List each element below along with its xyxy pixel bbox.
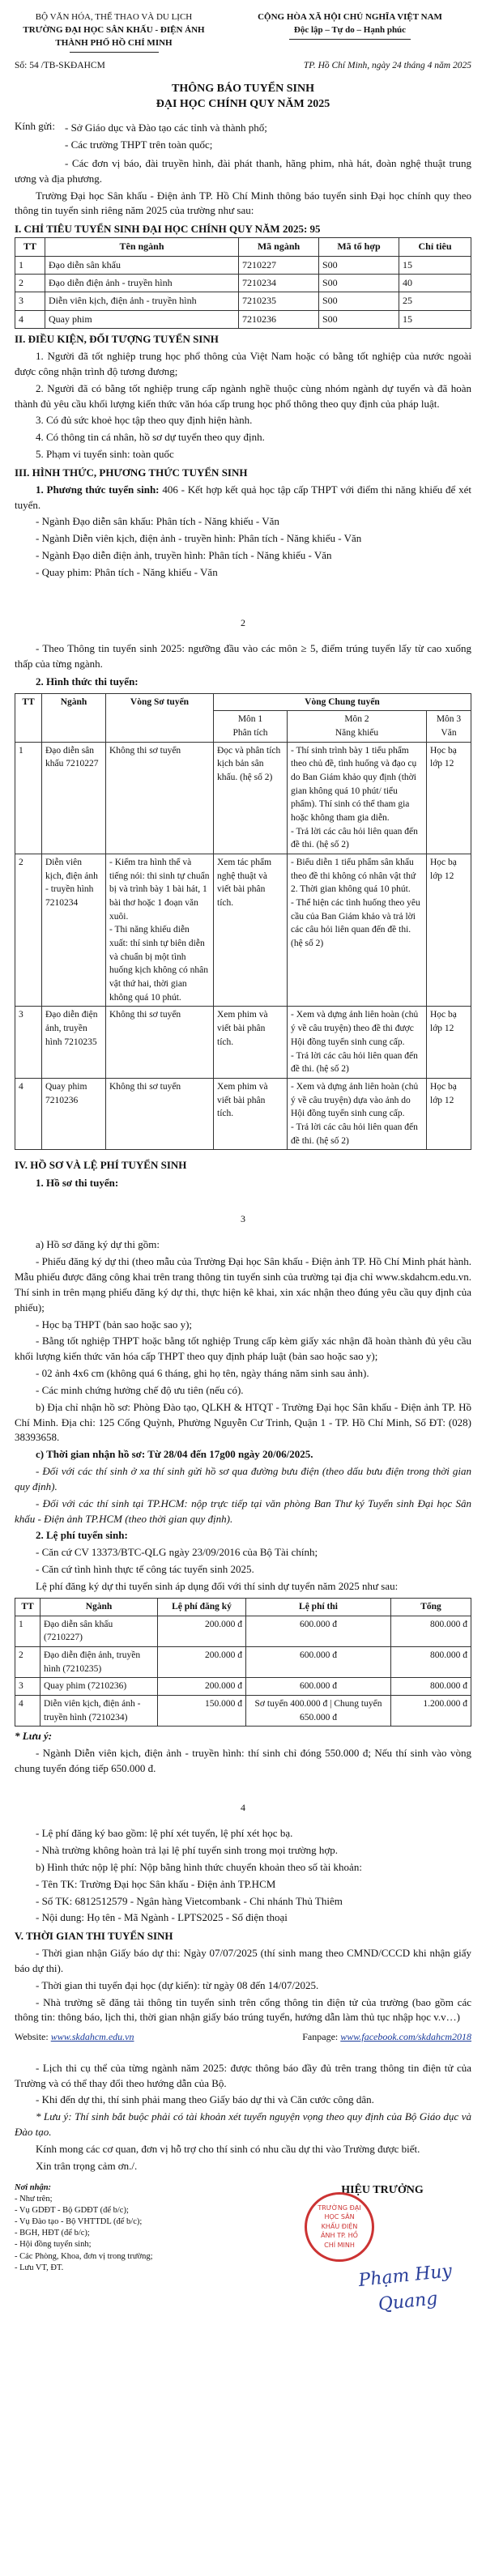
section-5-heading: V. THỜI GIAN THI TUYỂN SINH: [15, 1930, 173, 1943]
cell: Đạo diễn điện ảnh, truyền hình (7210235): [40, 1646, 158, 1677]
condition-item: 3. Có đủ sức khoẻ học tập theo quy định hiện hành.: [36, 414, 253, 427]
nation-block: [228, 11, 471, 53]
fee-note-label: * Lưu ý:: [15, 1730, 53, 1743]
dossier-paragraph: a) Hồ sơ đăng ký dự thi gồm:: [36, 1238, 160, 1251]
cell: 3: [15, 1678, 40, 1696]
cell: 800.000 đ: [391, 1678, 471, 1696]
dossier-paragraph: c) Thời gian nhận hồ sơ: Từ 28/04 đến 17g00 ngày 20/06/2025.: [36, 1448, 313, 1461]
fee-table-header: [15, 1598, 471, 1616]
cell: Học bạ lớp 12: [427, 742, 471, 854]
col-header: Mã tổ hợp: [319, 238, 399, 256]
cell: Quay phim: [45, 310, 239, 328]
dossier-paragraph: - Học bạ THPT (bản sao hoặc sao y);: [36, 1318, 193, 1331]
recipients-label: Kính gửi:: [15, 120, 56, 133]
cell: S00: [319, 310, 399, 328]
cell: Xem tác phẩm nghệ thuật và viết bài phân tích.: [214, 854, 288, 1007]
table-row: [15, 1616, 471, 1646]
exam-form-heading: 2. Hình thức thi tuyển:: [36, 675, 139, 688]
cell: Không thi sơ tuyển: [106, 1078, 214, 1149]
cell: 15: [399, 256, 471, 274]
cell: Quay phim (7210236): [40, 1678, 158, 1696]
distribution-item: - Các Phòng, Khoa, đơn vị trong trường;: [15, 2251, 153, 2261]
dossier-paragraph: - Đối với các thí sinh tại TP.HCM: nộp trực tiếp tại văn phòng Ban Thư ký Tuyển sinh Đại học Sân khấu - Điện ảnh TP.HCM (theo thời gian quy định).: [15, 1497, 471, 1525]
cell: Xem phim và viết bài phân tích.: [214, 1007, 288, 1078]
quota-table: [15, 237, 471, 329]
distribution-item: - Vụ GDĐT - Bộ GDĐT (để b/c);: [15, 2205, 129, 2215]
cell: Xem phim và viết bài phân tích.: [214, 1078, 288, 1149]
cell: Đạo diễn sân khấu: [45, 256, 239, 274]
document-header: [15, 11, 471, 53]
cell: 2: [15, 854, 42, 1007]
cell: Học bạ lớp 12: [427, 854, 471, 1007]
dossier-paragraph: - Căn cứ CV 13373/BTC-QLG ngày 23/09/2016 của Bộ Tài chính;: [36, 1546, 318, 1559]
cell: 4: [15, 1078, 42, 1149]
cell: 40: [399, 274, 471, 292]
dossier-paragraph: - Các minh chứng hưởng chế độ ưu tiên (nếu có).: [36, 1383, 244, 1396]
cell: Diễn viên kịch, điện ảnh - truyền hình: [45, 292, 239, 310]
method-text: 406 - Kết hợp kết quả học tập cấp THPT với điểm thi năng khiếu để xét tuyển.: [15, 483, 472, 511]
closing-paragraph: - Khi đến dự thi, thí sinh phải mang theo Giấy báo dự thi và Căn cước công dân.: [36, 2093, 374, 2106]
signer-signature: Phạm Huy Quang: [357, 2260, 454, 2315]
method-paragraph: [15, 483, 471, 513]
cell: 150.000 đ: [158, 1695, 246, 1726]
cell: S00: [319, 256, 399, 274]
agency-underline: [70, 52, 159, 53]
cell: Đạo diễn điện ảnh - truyền hình: [45, 274, 239, 292]
col-header: Tổng: [391, 1598, 471, 1616]
cell: 1: [15, 256, 45, 274]
fee-paragraph: - Lệ phí đăng ký bao gồm: lệ phí xét tuyển, lệ phí xét học bạ.: [36, 1827, 293, 1840]
fanpage-line: [302, 2030, 471, 2044]
cell: 1: [15, 742, 42, 854]
col-header: Tên ngành: [45, 238, 239, 256]
page-number: 2: [241, 616, 245, 628]
contact-links: [15, 2030, 471, 2044]
document-number: Số: 54 /TB-SKĐAHCM: [15, 60, 105, 70]
cell: 4: [15, 310, 45, 328]
cell: 200.000 đ: [158, 1678, 246, 1696]
cell: 7210236: [239, 310, 319, 328]
fanpage-label: Fanpage:: [302, 2031, 341, 2043]
fee-heading: 2. Lệ phí tuyển sinh:: [36, 1529, 128, 1542]
dossier-paragraph: b) Địa chỉ nhận hồ sơ: Phòng Đào tạo, QLKH & HTQT - Trường Đại học Sân khấu - Điện ảnh TP. Hồ Chí Minh. Địa chỉ: 125 Cống Quỳnh, Phường Nguyễn Cư Trinh, Quận 1 - TP. Hồ Chí Minh, Số ĐT: (028) 38393658.: [15, 1400, 471, 1444]
cell: 15: [399, 310, 471, 328]
agency-block: [15, 11, 213, 53]
col-header: Vòng Chung tuyển: [214, 693, 471, 711]
recipients-list: [65, 119, 471, 155]
cell: Đạo diễn sân khấu (7210227): [40, 1616, 158, 1646]
page-number: 3: [241, 1212, 245, 1224]
exam-form-table: [15, 693, 471, 1151]
cell: - Xem và dựng ảnh liên hoàn (chủ ý về câu truyện) theo đề thi được Hội đồng tuyển sinh cung cấp. - Trả lời các câu hỏi liên quan đến đề thi. (hệ số 2): [288, 1007, 427, 1078]
distribution-label: Nơi nhận:: [15, 2182, 52, 2192]
cell: 200.000 đ: [158, 1646, 246, 1677]
nation-motto: Độc lập – Tự do – Hạnh phúc: [293, 24, 407, 35]
signature-area: [15, 2182, 471, 2315]
exam-table-header: [15, 693, 471, 711]
col-header: Môn 3 Văn: [427, 711, 471, 742]
school-name: TRƯỜNG ĐẠI HỌC SÂN KHẤU - ĐIỆN ẢNH THÀNH PHỐ HỒ CHÍ MINH: [23, 24, 205, 48]
condition-item: 2. Người đã có bằng tốt nghiệp trung cấp ngành nghề thuộc cùng nhóm ngành dự tuyển và đã hoàn thành đủ yêu cầu khối lượng kiến thức văn hóa cấp trung học phổ thông theo quy định của pháp luật.: [15, 381, 471, 410]
doc-reference-line: [15, 59, 471, 73]
condition-item: 1. Người đã tốt nghiệp trung học phổ thông của Việt Nam hoặc có bằng tốt nghiệp của nước ngoài được công nhận trình độ tương đương;: [15, 349, 471, 377]
fee-paragraph: - Nội dung: Họ tên - Mã Ngành - LPTS2025 - Số điện thoại: [36, 1911, 288, 1924]
table-row: [15, 1678, 471, 1696]
time-paragraph: - Thời gian thi tuyển đại học (dự kiến): từ ngày 08 đến 14/07/2025.: [36, 1978, 319, 1991]
page-number: 4: [241, 1801, 245, 1813]
table-row: [15, 1078, 471, 1149]
cell: Diễn viên kịch, điện ảnh - truyền hình (7210234): [40, 1695, 158, 1726]
table-row: [15, 310, 471, 328]
col-header: Môn 1 Phân tích: [214, 711, 288, 742]
method-label: 1. Phương thức tuyển sinh:: [36, 483, 160, 496]
condition-item: 5. Phạm vi tuyển sinh: toàn quốc: [36, 448, 174, 461]
title-line-1: THÔNG BÁO TUYỂN SINH: [172, 83, 314, 96]
major-subjects: - Ngành Đạo diễn điện ảnh, truyền hình: Phân tích - Năng khiếu - Văn: [36, 549, 332, 562]
cell: - Kiểm tra hình thể và tiếng nói: thi sinh tự chuẩn bị và trình bày 1 bài hát, 1 bài thơ hoặc 1 đoạn văn xuôi. - Thi năng khiếu diễn xuất: thí sinh tự biên diễn và chuẩn bị một tình huống kịch không có nhân vật thứ hai, thời gian không quá 10 phút.: [106, 854, 214, 1007]
distribution-item: - Lưu VT, ĐT.: [15, 2263, 64, 2272]
cell: 7210235: [239, 292, 319, 310]
col-header: Vòng Sơ tuyển: [106, 693, 214, 742]
closing-paragraph: - Lịch thi cụ thể của từng ngành năm 2025: được thông báo đầy đủ trên trang thông tin điện tử của Trường và có thể thay đổi theo hướng dẫn của Bộ.: [15, 2061, 471, 2089]
official-stamp: [305, 2192, 374, 2262]
table-row: [15, 1007, 471, 1078]
ministry-name: BỘ VĂN HÓA, THỂ THAO VÀ DU LỊCH: [35, 12, 193, 22]
cell: Đọc và phân tích kịch bản sân khấu. (hệ số 2): [214, 742, 288, 854]
cell: Quay phim 7210236: [42, 1078, 106, 1149]
cell: - Xem và dựng ảnh liên hoàn (chủ ý về câu truyện) dựa vào ảnh do Hội đồng tuyển sinh cung cấp. - Trả lời các câu hỏi liên quan đến đề thi. (hệ số 2): [288, 1078, 427, 1149]
cell: 4: [15, 1695, 40, 1726]
cell: S00: [319, 274, 399, 292]
cell: 7210227: [239, 256, 319, 274]
cell: 1: [15, 1616, 40, 1646]
col-header: TT: [15, 1598, 40, 1616]
cell: 7210234: [239, 274, 319, 292]
table-row: [15, 1695, 471, 1726]
dossier-paragraph: - Bằng tốt nghiệp THPT hoặc bằng tốt nghiệp Trung cấp kèm giấy xác nhận đã hoàn thành đủ yêu cầu khối lượng kiến thức văn hóa cấp THPT theo quy định pháp luật (bản sao hoặc sao y);: [15, 1335, 471, 1363]
condition-item: 4. Có thông tin cá nhân, hồ sơ dự tuyển theo quy định.: [36, 431, 265, 444]
cell: 600.000 đ: [246, 1646, 391, 1677]
cell: Đạo diễn điện ảnh, truyền hình 7210235: [42, 1007, 106, 1078]
cell: 2: [15, 1646, 40, 1677]
stamp-text: TRƯỜNG ĐẠI HỌC SÂN KHẤU ĐIỆN ẢNH TP. HỒ CHÍ MINH: [318, 2203, 361, 2249]
fee-table: [15, 1598, 471, 1727]
col-header: Mã ngành: [239, 238, 319, 256]
cell: 1.200.000 đ: [391, 1695, 471, 1726]
table-row: [15, 1646, 471, 1677]
dossier-paragraph: - 02 ảnh 4x6 cm (không quá 6 tháng, ghi họ tên, ngày tháng năm sinh sau ảnh).: [36, 1367, 369, 1380]
cell: 3: [15, 292, 45, 310]
cell: - Thí sinh trình bày 1 tiểu phẩm theo chủ đề, tình huống và đạo cụ do Ban Giám khảo quy định (thời gian không quá 10 phút/ tiểu phẩm). Thí sinh có thể tham gia hoặc không tham gia diễn. - Trả lời các câu hỏi liên quan đến đề thi. (hệ số 2): [288, 742, 427, 854]
distribution-item: - Vụ Đào tạo - Bộ VHTTDL (để b/c);: [15, 2217, 143, 2227]
section-1-heading: I. CHỈ TIÊU TUYỂN SINH ĐẠI HỌC CHÍNH QUY NĂM 2025: 95: [15, 223, 321, 236]
col-header: Lệ phí thi: [246, 1598, 391, 1616]
dossier-paragraph: - Căn cứ tình hình thực tế công tác tuyển sinh 2025.: [36, 1563, 254, 1576]
major-subjects: - Quay phim: Phân tích - Năng khiếu - Văn: [36, 565, 218, 578]
closing-paragraph: * Lưu ý: Thí sinh bắt buộc phải có tài khoản xét tuyển nguyện vọng theo quy định của Bộ Giáo dục và Đào tạo.: [15, 2110, 471, 2139]
title-line-2: ĐẠI HỌC CHÍNH QUY NĂM 2025: [156, 98, 330, 111]
cell: 200.000 đ: [158, 1616, 246, 1646]
quota-table-header: [15, 238, 471, 256]
col-header: TT: [15, 693, 42, 742]
table-row: [15, 256, 471, 274]
section-2-heading: II. ĐIỀU KIỆN, ĐỐI TƯỢNG TUYỂN SINH: [15, 333, 219, 346]
table-row: [15, 292, 471, 310]
cell: 2: [15, 274, 45, 292]
col-header: Lệ phí đăng ký: [158, 1598, 246, 1616]
motto-underline: [289, 39, 411, 40]
cell: 600.000 đ: [246, 1678, 391, 1696]
major-subjects: - Ngành Đạo diễn sân khấu: Phân tích - Năng khiếu - Văn: [36, 515, 279, 528]
distribution-item: - Hội đồng tuyển sinh;: [15, 2240, 92, 2250]
table-row: [15, 854, 471, 1007]
time-paragraph: - Thời gian nhận Giấy báo dự thi: Ngày 07/07/2025 (thí sinh mang theo CMND/CCCD khi nhận giấy báo dự thi).: [15, 1947, 471, 1974]
table-row: [15, 742, 471, 854]
cell: Học bạ lớp 12: [427, 1078, 471, 1149]
intro-paragraph: Trường Đại học Sân khấu - Điện ảnh TP. Hồ Chí Minh thông báo tuyển sinh Đại học chính quy theo thông tin tuyển sinh riêng năm 2025 của trường như sau:: [15, 189, 471, 217]
col-header: Ngành: [42, 693, 106, 742]
col-header: TT: [15, 238, 45, 256]
col-header: Chỉ tiêu: [399, 238, 471, 256]
table-row: [15, 274, 471, 292]
cell: Không thi sơ tuyển: [106, 742, 214, 854]
fee-paragraph: - Số TK: 6812512579 - Ngân hàng Vietcombank - Chi nhánh Thủ Thiêm: [36, 1894, 343, 1907]
time-paragraph: - Nhà trường sẽ đăng tải thông tin tuyển sinh trên cổng thông tin điện tử của trường (bao gồm các thông tin: thông báo, lịch thi, thời gian nhận giấy báo trúng tuyển, hướng dẫn làm thủ tục nhập học v.v…): [15, 1995, 471, 2024]
recipient-item: - Sở Giáo dục và Đào tạo các tỉnh và thành phố;: [65, 121, 267, 134]
closing-paragraph: Kính mong các cơ quan, đơn vị hỗ trợ cho thí sinh có nhu cầu dự thi vào Trường được biết.: [36, 2142, 420, 2155]
fee-paragraph: - Nhà trường không hoàn trả lại lệ phí tuyển sinh trong mọi trường hợp.: [36, 1843, 339, 1856]
website-link[interactable]: www.skdahcm.edu.vn: [50, 2031, 134, 2043]
document-date: TP. Hồ Chí Minh, ngày 24 tháng 4 năm 2025: [303, 60, 471, 70]
cell: S00: [319, 292, 399, 310]
major-subjects: - Ngành Diễn viên kịch, điện ảnh - truyền hình: Phân tích - Năng khiếu - Văn: [36, 532, 362, 545]
website-line: [15, 2030, 134, 2044]
dossier-paragraph: - Đối với các thí sinh ở xa thí sinh gửi hồ sơ qua đường bưu điện (theo dấu bưu điện trong thời gian quy định).: [15, 1465, 471, 1492]
fanpage-link[interactable]: www.facebook.com/skdahcm2018: [340, 2031, 471, 2043]
cell: 3: [15, 1007, 42, 1078]
section-4-heading: IV. HỒ SƠ VÀ LỆ PHÍ TUYỂN SINH: [15, 1159, 187, 1172]
recipient-item: - Các đơn vị báo, đài truyền hình, đài phát thanh, hãng phim, nhà hát, đoàn nghệ thuật trung ương và địa phương.: [15, 156, 471, 185]
cell: 800.000 đ: [391, 1646, 471, 1677]
closing-paragraph: Xin trân trọng cảm ơn./.: [36, 2159, 138, 2172]
fee-paragraph: - Tên TK: Trường Đại học Sân khấu - Điện ảnh TP.HCM: [36, 1877, 276, 1890]
fee-note: - Ngành Diễn viên kịch, điện ảnh - truyền hình: thí sinh chỉ đóng 550.000 đ; Nếu thí sinh vào vòng chung tuyển đóng tiếp 650.000 đ.: [15, 1747, 471, 1774]
notice-title: [15, 82, 471, 113]
dossier-paragraph: - Phiếu đăng ký dự thi (theo mẫu của Trường Đại học Sân khấu - Điện ảnh TP. Hồ Chí Minh phát hành. Mẫu phiếu được đăng công khai trên trang thông tin tuyển sinh của trường tại địa chỉ www.skdahcm.edu.vn. Thí sinh in trên mạng phiếu đăng ký dự thi, thực hiện kê khai, xin xác nhận theo đúng yêu cầu quy định của phiếu);: [15, 1255, 471, 1314]
recipient-item: - Các trường THPT trên toàn quốc;: [65, 138, 213, 151]
nation-name: CỘNG HÒA XÃ HỘI CHỦ NGHĨA VIỆT NAM: [258, 12, 442, 22]
col-header: Ngành: [40, 1598, 158, 1616]
cell: 800.000 đ: [391, 1616, 471, 1646]
distribution-item: - BGH, HĐT (để b/c);: [15, 2229, 90, 2238]
cell: Học bạ lớp 12: [427, 1007, 471, 1078]
cell: - Biểu diễn 1 tiểu phẩm sân khấu theo đề thi không có nhân vật thứ 2. Thời gian không quá 10 phút. - Thể hiện các tình huống theo yêu cầu của Ban Giám khảo và trả lời các câu hỏi liên quan đến đề thi. (hệ số 2): [288, 854, 427, 1007]
col-header: Môn 2 Năng khiếu: [288, 711, 427, 742]
dossier-heading: 1. Hồ sơ thi tuyển:: [36, 1177, 119, 1190]
cell: 25: [399, 292, 471, 310]
distribution-item: - Như trên;: [15, 2194, 53, 2203]
signer-block: [293, 2182, 471, 2315]
recipients-block: [15, 119, 471, 155]
cell: Diễn viên kịch, điện ảnh - truyền hình 7210234: [42, 854, 106, 1007]
distribution-list: [15, 2182, 209, 2304]
dossier-paragraph: Lệ phí đăng ký dự thi tuyển sinh áp dụng đối với thí sinh dự tuyển năm 2025 như sau:: [36, 1580, 399, 1592]
cell: 600.000 đ: [246, 1616, 391, 1646]
section-3-heading: III. HÌNH THỨC, PHƯƠNG THỨC TUYỂN SINH: [15, 466, 248, 479]
signer-title: HIỆU TRƯỞNG: [341, 2183, 424, 2196]
website-label: Website:: [15, 2031, 51, 2043]
cell: Không thi sơ tuyển: [106, 1007, 214, 1078]
cell: Sơ tuyển 400.000 đ | Chung tuyển 650.000 đ: [246, 1695, 391, 1726]
fee-paragraph: b) Hình thức nộp lệ phí: Nộp bằng hình thức chuyển khoản theo số tài khoản:: [36, 1860, 362, 1873]
threshold-paragraph: - Theo Thông tin tuyển sinh 2025: ngưỡng đầu vào các môn ≥ 5, điểm trúng tuyển lấy từ cao xuống thấp của từng ngành.: [15, 642, 471, 671]
cell: Đạo diễn sân khấu 7210227: [42, 742, 106, 854]
